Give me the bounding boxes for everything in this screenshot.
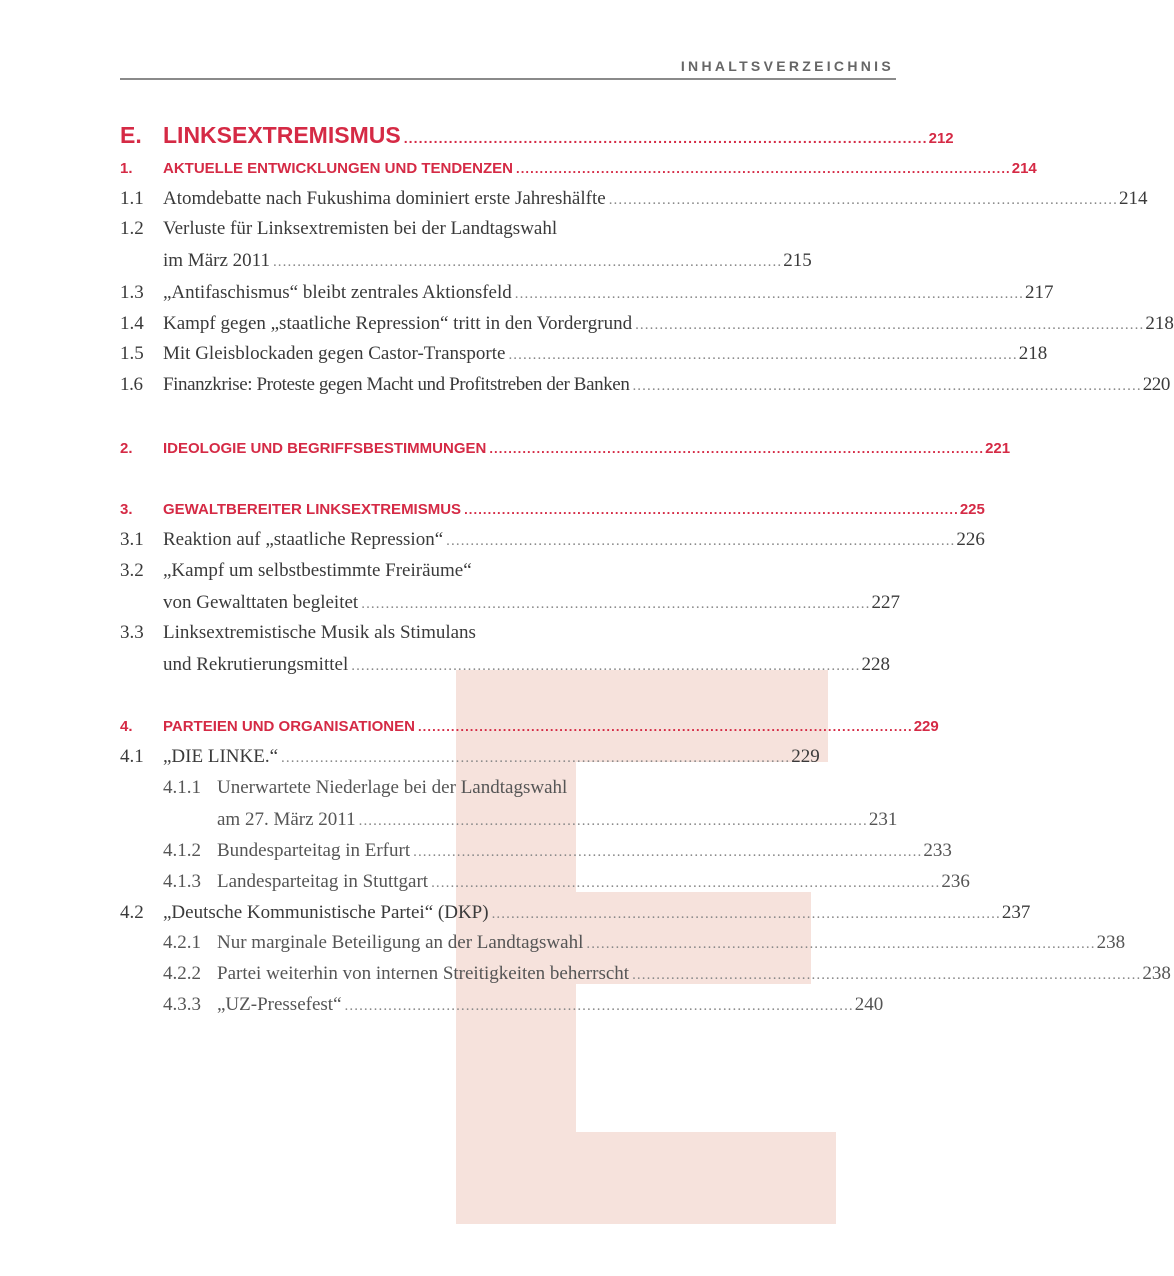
toc-title: „UZ-Pressefest“ xyxy=(217,994,342,1015)
toc-entry-1[interactable] xyxy=(120,160,1037,180)
toc-title: IDEOLOGIE UND BEGRIFFSBESTIMMUNGEN xyxy=(163,440,487,457)
toc-number: 3.3 xyxy=(120,622,144,643)
toc-page-number: 238 xyxy=(1142,963,1171,984)
toc-title: Landesparteitag in Stuttgart xyxy=(217,871,429,892)
leader-dots: ......................................................................................................... xyxy=(632,378,1142,394)
toc-page-number: 233 xyxy=(923,840,952,861)
toc-title: Mit Gleisblockaden gegen Castor-Transporte xyxy=(163,343,506,364)
toc-entry-4-3-3[interactable] xyxy=(163,994,884,1018)
leader-dots: ......................................................................................................... xyxy=(508,347,1018,363)
toc-number: E. xyxy=(120,122,142,148)
toc-title-continued: im März 2011 xyxy=(163,250,270,271)
toc-entry-1-6[interactable] xyxy=(120,374,1170,398)
toc-page-number: 236 xyxy=(941,871,970,892)
toc-entry-4-1-2[interactable] xyxy=(163,840,952,864)
toc-entry-e[interactable] xyxy=(120,122,954,152)
toc-number: 4.2.2 xyxy=(163,963,201,984)
toc-number: 4.2 xyxy=(120,902,144,923)
toc-title: GEWALTBEREITER LINKSEXTREMISMUS xyxy=(163,501,462,518)
leader-dots: ......................................................................................................... xyxy=(358,813,868,829)
toc-number: 1.5 xyxy=(120,343,144,364)
toc-title: Bundesparteitag in Erfurt xyxy=(217,840,411,861)
toc-page-number: 240 xyxy=(854,994,884,1015)
toc-page-number: 212 xyxy=(928,130,954,147)
toc-title-continued: am 27. März 2011 xyxy=(217,809,356,830)
toc-title: Finanzkrise: Proteste gegen Macht und Profitstreben der Banken xyxy=(163,374,630,395)
toc-entry-4-1[interactable] xyxy=(120,746,820,770)
leader-dots: ......................................................................................................... xyxy=(417,719,913,734)
toc-number: 4.1.2 xyxy=(163,840,201,861)
toc-title: Verluste für Linksextremisten bei der Landtagswahl xyxy=(163,218,558,239)
toc-number: 1.1 xyxy=(120,188,144,209)
toc-page-number: 228 xyxy=(861,654,890,675)
toc-page-number: 221 xyxy=(985,440,1011,457)
toc-entry-1-4[interactable] xyxy=(120,313,1174,337)
toc-title-continued: von Gewalttaten begleitet xyxy=(163,592,359,613)
toc-title: Kampf gegen „staatliche Repression“ tritt in den Vordergrund xyxy=(163,313,633,334)
toc-title: „Antifaschismus“ bleibt zentrales Aktionsfeld xyxy=(163,282,512,303)
toc-title: „DIE LINKE.“ xyxy=(163,746,279,767)
toc-entry-4[interactable] xyxy=(120,718,939,738)
leader-dots: ......................................................................................................... xyxy=(586,936,1096,952)
leader-dots: ......................................................................................................... xyxy=(413,844,923,860)
toc-page-number: 238 xyxy=(1096,932,1126,953)
toc-number: 4.2.1 xyxy=(163,932,201,953)
toc-number: 4. xyxy=(120,718,133,735)
toc-title-continued: und Rekrutierungsmittel xyxy=(163,654,349,675)
toc-number: 3.1 xyxy=(120,529,144,550)
leader-dots: ......................................................................................................... xyxy=(281,750,791,766)
leader-dots: ......................................................................................................... xyxy=(351,658,861,674)
leader-dots: ......................................................................................................... xyxy=(489,441,985,456)
toc-entry-1-5[interactable] xyxy=(120,343,1048,367)
toc-page-number: 225 xyxy=(959,501,985,518)
leader-dots: ......................................................................................................... xyxy=(635,317,1145,333)
toc-title: „Deutsche Kommunistische Partei“ (DKP) xyxy=(163,902,489,923)
toc-title: AKTUELLE ENTWICKLUNGEN UND TENDENZEN xyxy=(163,160,513,177)
toc-title: Partei weiterhin von internen Streitigkeiten beherrscht xyxy=(217,963,630,984)
toc-entry-4-1-3[interactable] xyxy=(163,871,970,895)
toc-number: 1.6 xyxy=(120,374,143,395)
toc-page-number: 226 xyxy=(956,529,985,550)
toc-title: Nur marginale Beteiligung an der Landtagswahl xyxy=(217,932,584,953)
toc-entry-4-1-1[interactable] xyxy=(163,777,898,833)
leader-dots: ......................................................................................................... xyxy=(632,967,1142,983)
toc-number: 1. xyxy=(120,160,133,177)
toc-title: PARTEIEN UND ORGANISATIONEN xyxy=(163,718,415,735)
toc-entry-3-2[interactable] xyxy=(120,560,900,616)
toc-title: Atomdebatte nach Fukushima dominiert erste Jahreshälfte xyxy=(163,188,606,209)
leader-dots: ......................................................................................................... xyxy=(464,502,959,517)
toc-entry-4-2[interactable] xyxy=(120,902,1031,926)
header-title: INHALTSVERZEICHNIS xyxy=(680,58,894,74)
toc-entry-2[interactable] xyxy=(120,440,1011,460)
toc-number: 3.2 xyxy=(120,560,144,581)
toc-entry-3[interactable] xyxy=(120,501,985,521)
toc-page-number: 229 xyxy=(913,718,939,735)
toc-title: Linksextremistische Musik als Stimulans xyxy=(163,622,476,643)
toc-entry-1-1[interactable] xyxy=(120,188,1148,212)
toc-number: 4.1 xyxy=(120,746,144,767)
toc-page-number: 214 xyxy=(1011,160,1037,177)
toc-entry-4-2-2[interactable] xyxy=(163,963,1171,987)
toc-number: 1.2 xyxy=(120,218,144,239)
background-letter-e-bottom-bar xyxy=(576,1132,836,1224)
toc-page-number: 218 xyxy=(1145,313,1174,334)
leader-dots: ......................................................................................................... xyxy=(361,596,871,612)
toc-title: Unerwartete Niederlage bei der Landtagswahl xyxy=(217,777,568,798)
toc-title: „Kampf um selbstbestimmte Freiräume“ xyxy=(163,560,472,581)
toc-page-number: 215 xyxy=(783,250,812,271)
toc-entry-3-1[interactable] xyxy=(120,529,985,553)
leader-dots: ......................................................................................................... xyxy=(431,875,941,891)
toc-number: 4.1.1 xyxy=(163,777,201,798)
toc-page-number: 217 xyxy=(1025,282,1054,303)
toc-page-number: 214 xyxy=(1118,188,1148,209)
leader-dots: ......................................................................................................... xyxy=(516,161,1011,176)
toc-page-number: 229 xyxy=(791,746,820,767)
leader-dots: ......................................................................................................... xyxy=(403,130,928,146)
toc-number: 2. xyxy=(120,440,133,457)
toc-page-number: 231 xyxy=(868,809,898,830)
toc-page-number: 237 xyxy=(1001,902,1031,923)
toc-page-number: 218 xyxy=(1018,343,1048,364)
leader-dots: ......................................................................................................... xyxy=(446,533,956,549)
toc-number: 4.1.3 xyxy=(163,871,201,892)
toc-entry-3-3[interactable] xyxy=(120,622,890,678)
toc-number: 1.3 xyxy=(120,282,144,303)
toc-number: 4.3.3 xyxy=(163,994,201,1015)
page-header xyxy=(120,50,896,80)
toc-entry-1-2[interactable] xyxy=(120,218,812,274)
toc-number: 3. xyxy=(120,501,133,518)
leader-dots: ......................................................................................................... xyxy=(344,998,854,1014)
leader-dots: ......................................................................................................... xyxy=(491,906,1001,922)
toc-entry-4-2-1[interactable] xyxy=(163,932,1126,956)
toc-entry-1-3[interactable] xyxy=(120,282,1054,306)
toc-page-number: 220 xyxy=(1142,374,1170,395)
toc-page-number: 227 xyxy=(871,592,900,613)
leader-dots: ......................................................................................................... xyxy=(608,192,1118,208)
toc-number: 1.4 xyxy=(120,313,144,334)
toc-title: LINKSEXTREMISMUS xyxy=(163,122,401,148)
leader-dots: ......................................................................................................... xyxy=(514,286,1025,302)
toc-title: Reaktion auf „staatliche Repression“ xyxy=(163,529,444,550)
leader-dots: ......................................................................................................... xyxy=(272,254,783,270)
